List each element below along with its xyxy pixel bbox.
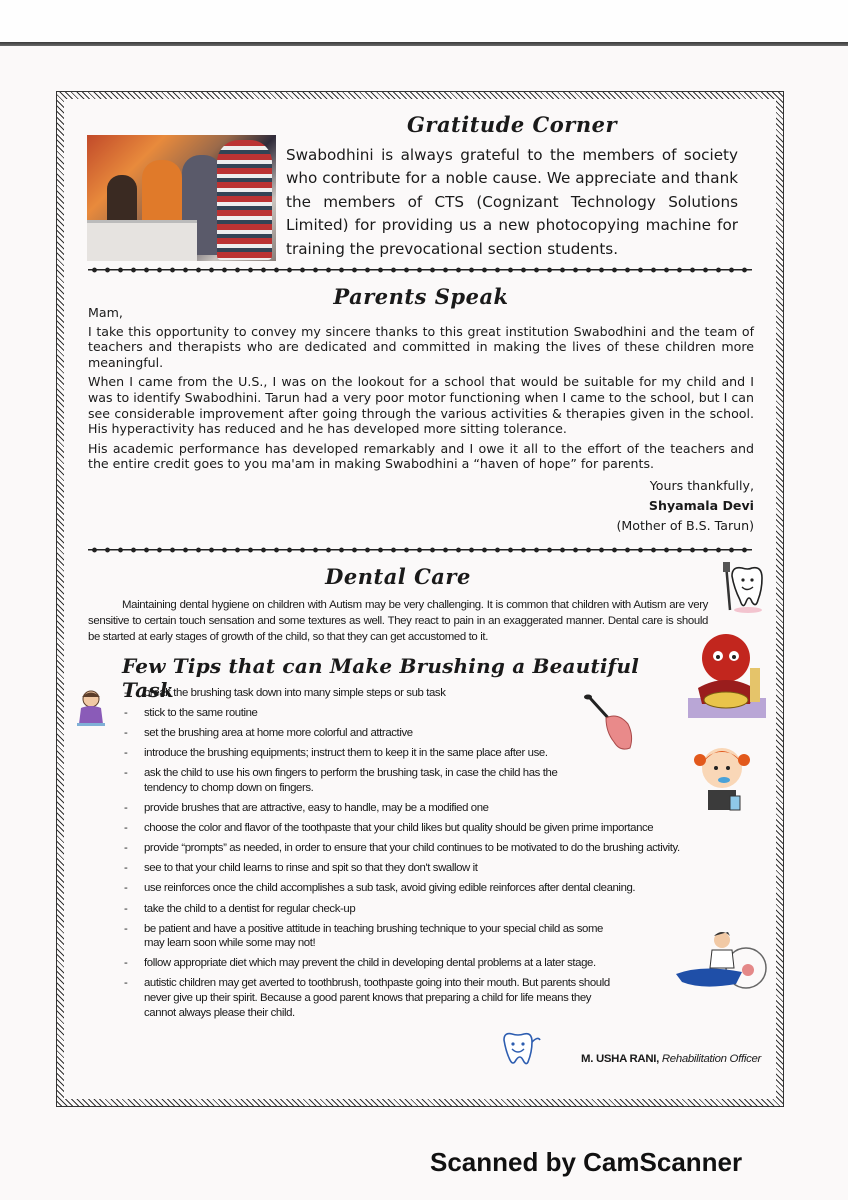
camscanner-watermark: Scanned by CamScanner bbox=[430, 1147, 743, 1177]
gratitude-title: Gratitude Corner bbox=[406, 112, 618, 137]
tip-item: - stick to the same routine bbox=[120, 706, 710, 721]
tip-item: - provide brushes that are attractive, easy to handle, may be a modified one bbox=[120, 801, 710, 816]
author-role: Rehabilitation Officer bbox=[661, 1053, 761, 1065]
photocopier-donation-photo bbox=[87, 135, 276, 261]
tip-item: - break the brushing task down into many simple steps or sub task bbox=[120, 686, 710, 701]
child-brushing-icon bbox=[76, 688, 106, 728]
tooth-with-brush-icon bbox=[718, 560, 770, 614]
letter-closing: Yours thankfully, bbox=[649, 477, 754, 493]
letter-paragraph: When I came from the U.S., I was on the lookout for a school that would be suitable for my child and I was to identify Swabodhini. Tarun had a very poor motor functioning when I came to the school, but I can see considerable improvement after going through the various activities & therapies given in the school. His hyperactivity has reduced and he has developed more sitting tolerance. bbox=[88, 374, 754, 437]
letter-signature bbox=[88, 476, 754, 536]
letter-signer: Shyamala Devi bbox=[648, 497, 754, 513]
tip-item: - introduce the brushing equipments; instruct them to keep it in the same place after use. bbox=[120, 746, 710, 761]
tip-item: - ask the child to use his own fingers to perform the brushing task, in case the child has the tendency to chomp down on fingers. bbox=[120, 766, 594, 795]
person-figure bbox=[217, 140, 272, 260]
tip-item: - follow appropriate diet which may prevent the child in developing dental problems at a later stage. bbox=[120, 956, 710, 971]
gratitude-text: Swabodhini is always grateful to the members of society who contribute for a noble cause. We appreciate and thank the members of CTS (Cognizant Technology Solutions Limited) for providing us a new photocopying machine for training the prevocational section students. bbox=[286, 146, 738, 258]
smiling-tooth-icon bbox=[496, 1030, 542, 1068]
tip-item: - see to that your child learns to rinse and spit so that they don't swallow it bbox=[120, 861, 710, 876]
tip-item: - be patient and have a positive attitude in teaching brushing technique to your special child as some may learn soon while some may not! bbox=[120, 922, 614, 951]
tip-item: - set the brushing area at home more colorful and attractive bbox=[120, 726, 710, 741]
dentist-icon bbox=[672, 928, 768, 994]
author-name: M. USHA RANI, bbox=[581, 1053, 659, 1065]
dental-intro-text: Maintaining dental hygiene on children with Autism may be very challenging. It is common that children with Autism are very sensitive to certain touch sensation and some textures as well. They react to pain in an exaggerated manner. Dental care is should be started at early stages of growth of the child, so that they can get accustomed to it. bbox=[88, 599, 708, 643]
parents-letter bbox=[88, 305, 754, 536]
dental-intro bbox=[88, 598, 708, 645]
tip-item: - take the child to a dentist for regular check-up bbox=[120, 902, 710, 917]
scan-page-edge bbox=[0, 42, 848, 46]
tips-title: Few Tips that can Make Brushing a Beautiful Task bbox=[122, 654, 640, 702]
photocopier-machine bbox=[87, 220, 197, 261]
section-divider bbox=[88, 545, 752, 555]
tip-item: - choose the color and flavor of the toothpaste that your child likes but quality should be given prime importance bbox=[120, 821, 710, 836]
section-divider bbox=[88, 265, 752, 275]
article-author bbox=[581, 1053, 761, 1065]
scan-top-margin bbox=[0, 0, 848, 44]
tip-item: - use reinforces once the child accomplishes a sub task, avoid giving edible reinforces after dental cleaning. bbox=[120, 881, 710, 896]
brushing-tips-list bbox=[120, 686, 710, 1026]
dental-title: Dental Care bbox=[325, 564, 471, 589]
letter-paragraph: His academic performance has developed remarkably and I owe it all to the effort of the teachers and the entire credit goes to you ma'am in making Swabodhini a “haven of hope” for parents. bbox=[88, 440, 754, 472]
tip-item: - autistic children may get averted to toothbrush, toothpaste going into their mouth. But parents should never give up their spirit. Because a good parent knows that preparing a child for life means they cannot always please their child. bbox=[120, 976, 614, 1020]
letter-paragraph: I take this opportunity to convey my sincere thanks to this great institution Swabodhini and the team of teachers and therapists who are dedicated and committed in making the lives of these children more meaningful. bbox=[88, 323, 754, 370]
parents-title: Parents Speak bbox=[333, 284, 509, 309]
tip-item: - provide “prompts” as needed, in order to ensure that your child continues to be motivated to do the brushing activity. bbox=[120, 841, 710, 856]
letter-salutation: Mam, bbox=[88, 305, 123, 320]
letter-relation: (Mother of B.S. Tarun) bbox=[616, 517, 754, 533]
